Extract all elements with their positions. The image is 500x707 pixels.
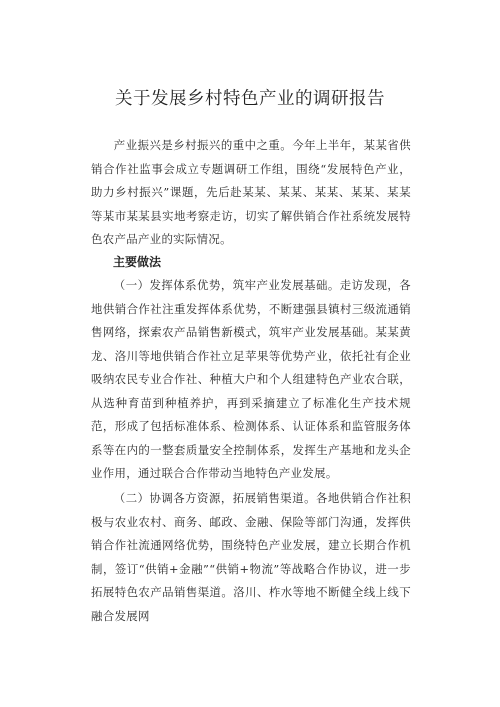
document-title: 关于发展乡村特色产业的调研报告 <box>115 89 385 109</box>
section-heading: 主要做法 <box>113 255 162 269</box>
intro-paragraph: 产业振兴是乡村振兴的重中之重。今年上半年，某某省供销合作社监事会成立专题调研工作组，围绕“发展特色产业，助力乡村振兴”课题，先后赴某某、某某、某某、某某、某某等某市某某县实地考察走访，切实了解供销合作社系统发展特色农产品产业的实际情况。 <box>91 138 411 246</box>
body-paragraph-2: （二）协调各方资源，拓展销售渠道。各地供销合作社积极与农业农村、商务、邮政、金融、保险等部门沟通，发挥供销合作社流通网络优势，围绕特色产业发展，建立长期合作机制，签订“供销+金融”“供销+物流”等战略合作协议，进一步拓展特色农产品销售渠道。洛川、柞水等地不断健全线上线下融合发展网 <box>91 491 411 623</box>
body-paragraph-1: （一）发挥体系优势，筑牢产业发展基础。走访发现，各地供销合作社注重发挥体系优势，不断建强县镇村三级流通销售网络，探索农产品销售新模式，筑牢产业发展基础。某某黄龙、洛川等地供销合作社立足苹果等优势产业，依托社有企业吸纳农民专业合作社、种植大户和个人组建特色产业农合联，从选种育苗到种植养护，再到采摘建立了标准化生产技术规范，形成了包括标准体系、检测体系、认证体系和监管服务体系等在内的一整套质量安全控制体系，发挥生产基地和龙头企业作用，通过联合合作带动当地特色产业发展。 <box>91 278 411 480</box>
